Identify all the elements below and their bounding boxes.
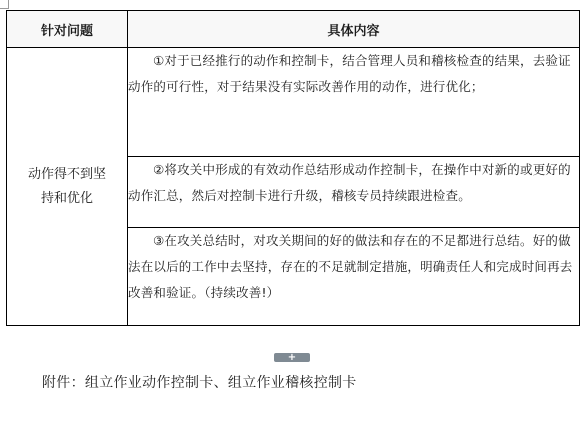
- content-text-1: ①对于已经推行的动作和控制卡，结合管理人员和稽核检查的结果，去验证动作的可行性，对于结果没有实际改善作用的动作，进行优化；: [128, 53, 571, 94]
- table-row: [7, 48, 580, 157]
- content-cell: [128, 48, 580, 157]
- issue-cell: [7, 48, 128, 326]
- content-cell: [128, 228, 580, 326]
- expand-button[interactable]: [274, 353, 310, 362]
- content-text-2: ②将攻关中形成的有效动作总结形成动作控制卡，在操作中对新的或更好的动作汇总，然后对控制卡进行升级，稽核专员持续跟进检查。: [128, 162, 571, 203]
- header-issue: 针对问题: [7, 11, 128, 48]
- content-cell: [128, 157, 580, 228]
- header-content: 具体内容: [128, 11, 580, 48]
- table-header-row: [7, 11, 580, 48]
- corner-mark: [0, 0, 9, 9]
- countermeasure-table: [6, 10, 580, 326]
- content-text-3: ③在攻关总结时，对攻关期间的好的做法和存在的不足都进行总结。好的做法在以后的工作中去坚持，存在的不足就制定措施，明确责任人和完成时间再去改善和验证。（持续改善!）: [128, 233, 573, 300]
- attachment-note: 附件：组立作业动作控制卡、组立作业稽核控制卡: [42, 375, 357, 391]
- plus-icon: +: [287, 352, 297, 363]
- issue-label: 动作得不到坚持和优化: [27, 166, 106, 206]
